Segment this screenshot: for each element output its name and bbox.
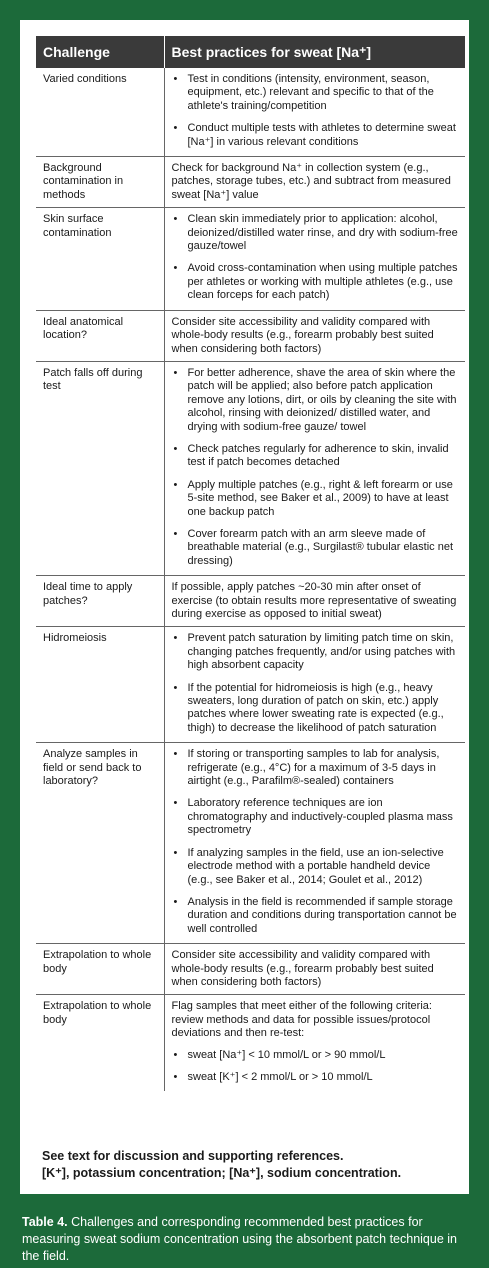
practice-list <box>172 1049 459 1085</box>
challenge-cell: Extrapolation to whole body <box>36 944 164 995</box>
practice-bullet: • Clean skin immediately prior to application: alcohol, deionized/distilled water rinse, and dry with sodium-free gauze/towel <box>172 213 459 253</box>
practice-bullet: • If storing or transporting samples to lab for analysis, refrigerate (e.g., 4°C) for a maximum of 3-5 days in airtight (e.g., Parafilm®-sealed) containers <box>172 748 459 788</box>
best-practice-cell <box>164 68 465 157</box>
table-row <box>36 627 465 743</box>
table-row <box>36 576 465 627</box>
challenge-cell: Ideal time to apply patches? <box>36 576 164 627</box>
practice-bullet: • Conduct multiple tests with athletes to determine sweat [Na⁺] in various relevant conditions <box>172 122 459 149</box>
note-line: [K⁺], potassium concentration; [Na⁺], sodium concentration. <box>42 1166 402 1180</box>
best-practice-cell <box>164 995 465 1092</box>
practice-bullet: • Prevent patch saturation by limiting patch time on skin, changing patches frequently, and/or using patches with high absorbent capacity <box>172 632 459 672</box>
practice-text: If possible, apply patches ~20-30 min after onset of exercise (to obtain results more representative of sweating during exercise as opposed to initial sweat) <box>171 581 457 620</box>
table-body <box>36 68 465 1091</box>
practice-bullet: • Apply multiple patches (e.g., right & left forearm or use 5-site method, see Baker et al., 2009) to have at least one backup patch <box>172 479 459 519</box>
challenge-cell: Hidromeiosis <box>36 627 164 743</box>
caption-text: Challenges and corresponding recommended best practices for measuring sweat sodium concentration using the absorbent patch technique in the field. <box>22 1215 457 1263</box>
table-row <box>36 743 465 944</box>
practice-list <box>172 367 459 568</box>
table-caption <box>22 1214 474 1265</box>
table-row <box>36 995 465 1092</box>
table-panel <box>20 20 469 1194</box>
caption-label: Table 4. <box>22 1215 68 1229</box>
challenge-cell: Extrapolation to whole body <box>36 995 164 1092</box>
table-header-row <box>36 36 465 68</box>
best-practice-cell <box>164 157 465 208</box>
challenge-cell: Patch falls off during test <box>36 361 164 575</box>
note-line: See text for discussion and supporting references. <box>42 1149 344 1163</box>
challenge-cell: Ideal anatomical location? <box>36 310 164 361</box>
header-challenge: Challenge <box>36 36 164 68</box>
best-practice-cell <box>164 208 465 310</box>
practice-bullet: • For better adherence, shave the area of skin where the patch will be applied; also before patch application remove any lotions, dirt, or oils by cleaning the site with alcohol, rinsing with deionized/ distilled water, and drying with sodium-free gauze/ towel <box>172 367 459 434</box>
challenge-cell: Skin surface contamination <box>36 208 164 310</box>
challenge-cell: Varied conditions <box>36 68 164 157</box>
practice-bullet: • Avoid cross-contamination when using multiple patches per athletes or working with multiple athletes (e.g., use clean forceps for each patch) <box>172 262 459 302</box>
practice-bullet: • sweat [K⁺] < 2 mmol/L or > 10 mmol/L <box>172 1071 459 1084</box>
practice-list <box>172 748 459 936</box>
practice-text: Flag samples that meet either of the following criteria: review methods and data for possible issues/protocol deviations and then re-test: <box>171 1000 432 1040</box>
practice-bullet: • Cover forearm patch with an arm sleeve made of breathable material (e.g., Surgilast® tubular elastic net dressing) <box>172 528 459 568</box>
practice-text: Check for background Na⁺ in collection system (e.g., patches, storage tubes, etc.) and subtract from measured sweat [Na⁺] value <box>171 162 451 201</box>
table-row <box>36 157 465 208</box>
practice-bullet: • Check patches regularly for adherence to skin, invalid test if patch becomes detached <box>172 443 459 470</box>
practice-list <box>172 73 459 149</box>
practice-list <box>172 632 459 735</box>
practice-bullet: • If the potential for hidromeiosis is high (e.g., heavy sweaters, long duration of patch on skin, etc.) apply patches where lower sweating rate is expected (e.g., thigh) to decrease the likelihood of patch saturation <box>172 682 459 736</box>
challenge-cell: Background contamination in methods <box>36 157 164 208</box>
practice-bullet: • If analyzing samples in the field, use an ion-selective electrode method with a portable handheld device (e.g., see Baker et al., 2014; Goulet et al., 2012) <box>172 847 459 887</box>
challenge-cell: Analyze samples in field or send back to laboratory? <box>36 743 164 944</box>
practice-text: Consider site accessibility and validity compared with whole-body results (e.g., forearm probably best suited when considering both factors) <box>171 949 434 988</box>
practice-list <box>172 213 459 302</box>
practice-bullet: • sweat [Na⁺] < 10 mmol/L or > 90 mmol/L <box>172 1049 459 1062</box>
table-row <box>36 310 465 361</box>
best-practice-cell <box>164 361 465 575</box>
practice-text: Consider site accessibility and validity compared with whole-body results (e.g., forearm probably best suited when considering both factors) <box>171 315 434 355</box>
best-practice-cell <box>164 627 465 743</box>
table-notes <box>42 1148 462 1182</box>
best-practice-cell <box>164 944 465 995</box>
best-practice-cell <box>164 576 465 627</box>
header-best-practices: Best practices for sweat [Na⁺] <box>164 36 465 68</box>
practice-bullet: • Laboratory reference techniques are ion chromatography and inductively-coupled plasma mass spectrometry <box>172 797 459 837</box>
table-row <box>36 68 465 157</box>
table-row <box>36 361 465 575</box>
table-row <box>36 944 465 995</box>
best-practices-table <box>36 36 465 1091</box>
best-practice-cell <box>164 743 465 944</box>
table-row <box>36 208 465 310</box>
practice-bullet: • Analysis in the field is recommended if sample storage duration and conditions during transportation cannot be well controlled <box>172 896 459 936</box>
best-practice-cell <box>164 310 465 361</box>
practice-bullet: • Test in conditions (intensity, environment, season, equipment, etc.) relevant and specific to that of the athlete's training/competition <box>172 73 459 113</box>
